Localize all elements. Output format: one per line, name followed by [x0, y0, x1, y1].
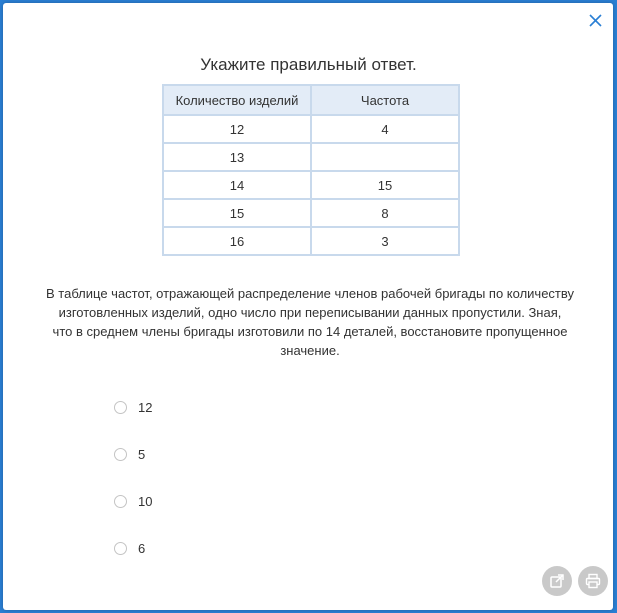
table-cell: 15 [311, 171, 459, 199]
table-cell: 12 [163, 115, 311, 143]
question-text-line: В таблице частот, отражающей распределение членов рабочей бригады по количеству [46, 286, 574, 301]
print-icon [585, 573, 601, 589]
radio-button[interactable] [114, 495, 127, 508]
table-cell: 4 [311, 115, 459, 143]
table-header-cell: Количество изделий [163, 85, 311, 115]
table-cell [311, 143, 459, 171]
question-text-line: значение. [280, 343, 340, 358]
table-row [163, 115, 459, 143]
answer-option-label: 10 [138, 493, 153, 509]
answer-option[interactable] [114, 398, 152, 416]
table-header-row [163, 85, 459, 115]
table-cell: 14 [163, 171, 311, 199]
question-text-line: изготовленных изделий, одно число при переписывании данных пропустили. Зная, [58, 305, 562, 320]
question-text [32, 284, 588, 360]
question-text-line: что в среднем члены бригады изготовили по 14 деталей, восстановите пропущенное [52, 324, 568, 339]
table-row [163, 171, 459, 199]
table-cell: 8 [311, 199, 459, 227]
table-row [163, 227, 459, 255]
table-cell: 13 [163, 143, 311, 171]
table-cell: 3 [311, 227, 459, 255]
question-title: Укажите правильный ответ. [200, 55, 417, 74]
table-cell: 15 [163, 199, 311, 227]
open-external-icon [549, 573, 565, 589]
table-row [163, 143, 459, 171]
print-button[interactable] [578, 566, 608, 596]
open-external-button[interactable] [542, 566, 572, 596]
table-header-cell: Частота [311, 85, 459, 115]
radio-button[interactable] [114, 401, 127, 414]
close-button[interactable] [587, 12, 605, 30]
answer-option[interactable] [114, 445, 145, 463]
frequency-table [162, 84, 460, 256]
answer-option[interactable] [114, 539, 145, 557]
answer-option-label: 5 [138, 446, 146, 462]
table-cell: 16 [163, 227, 311, 255]
answer-option-label: 6 [138, 540, 146, 556]
answer-option[interactable] [114, 492, 152, 510]
table-row [163, 199, 459, 227]
close-icon [587, 12, 605, 30]
answer-option-label: 12 [138, 399, 153, 415]
radio-button[interactable] [114, 448, 127, 461]
radio-button[interactable] [114, 542, 127, 555]
